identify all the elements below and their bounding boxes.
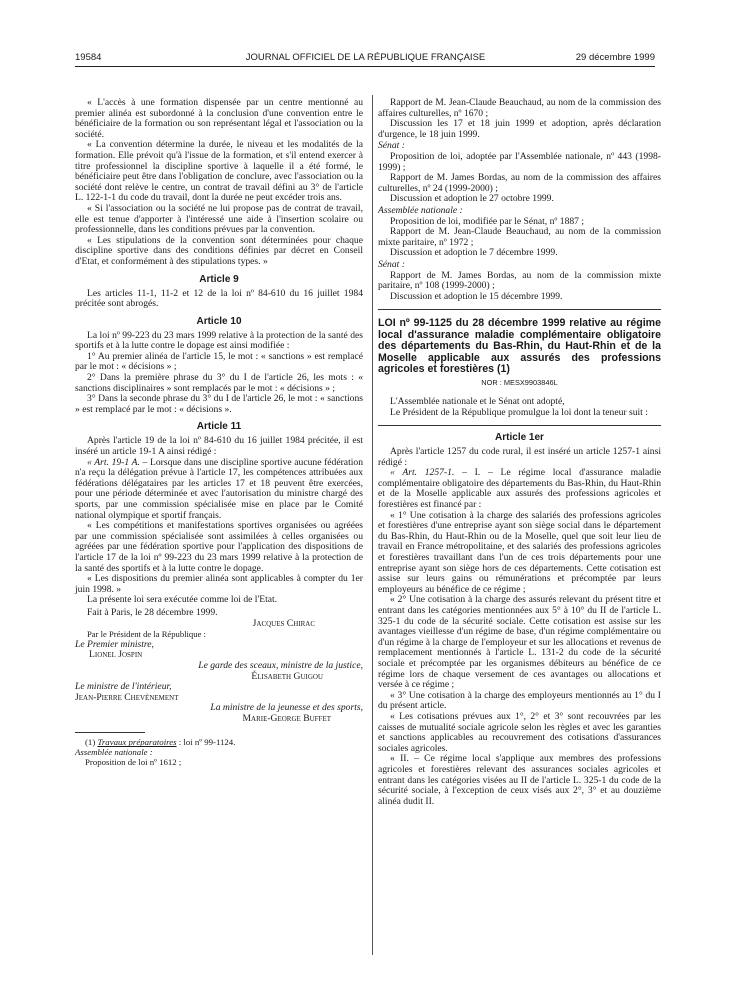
issue-date: 29 décembre 1999	[575, 52, 655, 63]
right-column	[378, 98, 661, 807]
paragraph-text: – Lorsque dans une discipline sportive aucune fédération n'a reçu la délégation prévue à l'article 17, les compétences attribuées aux fédérations délégataires par les articles 17 et 18 peuvent être exercées, pour une période déterminée et avec l'autorisation du ministre chargé des sports, par une commission spécialisée mise en place par le Comité national olympique et sportif français.	[75, 456, 363, 521]
signatory-intro: Par le Président de la République :	[87, 629, 206, 640]
paragraph	[75, 458, 363, 522]
paragraph: Le Président de la République promulgue la loi dont la teneur suit :	[390, 406, 648, 418]
paragraph: L'Assemblée nationale et le Sénat ont adopté,	[390, 395, 565, 407]
footnote-item: Rapport de M. James Bordas, au nom de la commission mixte paritaire, nº 108 (1999-2000) ;	[378, 269, 661, 292]
paragraph: « Les compétitions et manifestations sportives organisées ou agréées par une commission spécialisée sont assimilées à celles organisées ou agréées par une fédération sportive pour l'application des dispositions de l'article 17 de la loi nº 99-223 du 23 mars 1999 relative à la protection de la santé des sportifs et à la lutte contre le dopage.	[75, 520, 363, 574]
chamber-label: Assemblée nationale :	[378, 204, 463, 216]
law-title: LOI nº 99-1125 du 28 décembre 1999 relative au régime local d'assurance maladie complémentaire obligatoire des départements du Bas-Rhin, du Haut-Rhin et de la Moselle applicable aux assurés des professions agricoles et forestières (1)	[378, 317, 661, 375]
paragraph: « II. – Ce régime local s'applique aux membres des professions agricoles et forestières relevant des assurances sociales agricoles et entrant dans les catégories visées au II de l'article L. 325-1 du code de la sécurité sociale, à l'exception de ceux visés aux 2°, 3° et au douzième alinéa dudit II.	[378, 753, 661, 807]
signatory-title	[75, 661, 363, 672]
left-column	[75, 98, 363, 767]
article-heading: Article 10	[196, 315, 242, 327]
footnote-item: Rapport de M. Jean-Claude Beauchaud, au nom de la commission des affaires culturelles, nº 1670 ;	[378, 97, 661, 119]
article-heading: Article 9	[199, 273, 239, 285]
footnote-rule	[75, 732, 145, 733]
list-item: 3° Dans la seconde phrase du 3° du I de l'article 26, le mot : « sanctions » est remplacé par le mot : « décisions ».	[75, 393, 363, 415]
paragraph: Après l'article 1257 du code rural, il est inséré un article 1257-1 ainsi rédigé :	[378, 446, 661, 468]
signatory-name: Marie-George Buffet	[242, 712, 331, 724]
section-rule	[378, 309, 661, 310]
column-divider	[372, 95, 373, 955]
footnote-number: (1)	[85, 737, 96, 748]
paragraph: La loi nº 99-223 du 23 mars 1999 relative à la protection de la santé des sportifs et à la lutte contre le dopage est ainsi modifiée :	[75, 329, 363, 352]
list-item: 2° Dans la première phrase du 3° du I de l'article 26, les mots : « sanctions disciplinaires » sont remplacés par le mot : « décisions » ;	[75, 372, 363, 394]
paragraph: « Les dispositions du premier alinéa sont applicables à compter du 1er juin 1998. »	[75, 573, 363, 595]
paragraph: « 1° Une cotisation à la charge des salariés des professions agricoles et forestières d'une entreprise ayant son siège social dans le département du Bas-Rhin, du Haut-Rhin ou de la Moselle, quel que soit leur lieu de travail en France métropolitaine, et des salariés des professions agricoles et forestières travaillant dans l'un de ces trois départements pour une entreprise ayant son siège hors de ces départements. Cette cotisation est assise sur leurs gains ou rémunérations et précomptée par leurs employeurs au bénéfice de ce régime ;	[378, 509, 661, 595]
footnote-label: Travaux préparatoires	[97, 737, 177, 748]
chamber-label: Sénat :	[378, 140, 405, 152]
pm-title: Le Premier ministre,	[75, 638, 154, 650]
journal-title: JOURNAL OFFICIEL DE LA RÉPUBLIQUE FRANÇAISE	[245, 52, 486, 63]
paragraph: « Les cotisations prévues aux 1°, 2° et 3° sont recouvrées par les caisses de mutualité sociale agricole selon les règles et avec les garanties et sanctions applicables au recouvrement des cotisations d'assurances sociales agricoles.	[378, 710, 661, 754]
chamber-label: Sénat :	[378, 258, 405, 270]
paragraph: « Si l'association ou la société ne lui propose pas de contrat de travail, elle est tenue d'apporter à l'intéressé une aide à l'insertion scolaire ou professionnelle, dans les conditions prévues par la convention.	[75, 202, 363, 236]
paragraph: « Les stipulations de la convention sont déterminées pour chaque discipline sportive dans des conditions définies par décret en Conseil d'Etat, et conformément à des stipulations types. »	[75, 234, 363, 267]
sports-title: La ministre de la jeunesse et des sports,	[210, 702, 363, 714]
interior-title: Le ministre de l'intérieur,	[75, 681, 172, 693]
paragraph: « 2° Une cotisation à la charge des assurés relevant du présent titre et entrant dans les catégories mentionnées aux 5° à 10° du II de l'article L. 325-1 du code de la sécurité sociale. Cette cotisation est assise sur les avantages vieillesse d'un régime de base, d'un régime complémentaire ou d'un régime à la charge de l'employeur et sur les allocations et revenus de remplacement mentionnés à l'article L. 131-2 du code de la sécurité sociale et précomptée par les organismes débiteurs au bénéfice de ce régime lors de chaque versement de ces avantages ou allocations et versée à ce régime ;	[378, 594, 661, 691]
footnote-item: Discussion et adoption le 15 décembre 1999.	[390, 290, 563, 302]
footnote-item: Rapport de M. Jean-Claude Beauchaud, au nom de la commission mixte paritaire, nº 1972 ;	[378, 226, 661, 248]
footnote-chamber	[75, 747, 363, 757]
chamber-label: Assemblée nationale :	[75, 747, 153, 758]
page-number: 19584	[75, 52, 102, 63]
article-heading: Article 11	[196, 421, 242, 433]
signatory-name: Lionel Jospin	[89, 649, 143, 661]
nor-reference: NOR : MESX9903846L	[481, 378, 558, 388]
section-rule	[378, 425, 661, 426]
footnote-text: : loi nº 99-1124.	[176, 737, 236, 748]
signatory-name: Élisabeth Guigou	[251, 670, 323, 682]
signatory-president: Jacques Chirac	[252, 617, 315, 629]
paragraph: Les articles 11-1, 11-2 et 12 de la loi nº 84-610 du 16 juillet 1984 précitée sont abrogés.	[75, 287, 363, 310]
paragraph: « 3° Une cotisation à la charge des employeurs mentionnés au 1° du I du présent article.	[378, 689, 661, 712]
footnote-item: Discussion et adoption le 7 décembre 1999.	[390, 247, 558, 259]
paragraph: Après l'article 19 de la loi nº 84-610 du 16 juillet 1984 précitée, il est inséré un article 19-1 A ainsi rédigé :	[75, 435, 363, 458]
signature-date: Fait à Paris, le 28 décembre 1999.	[87, 606, 218, 618]
paragraph	[378, 468, 661, 510]
article-reference: « Art. 1257-1.	[390, 467, 455, 479]
header-rule	[75, 66, 655, 67]
paragraph: « L'accès à une formation dispensée par un centre mentionné au premier alinéa est subordonné à la conclusion d'une convention entre le bénéficiaire de la formation ou son représentant légal et l'association ou la société.	[75, 97, 363, 140]
footnote-item: Proposition de loi, modifiée par le Sénat, nº 1887 ;	[390, 215, 585, 227]
footnote-item: Discussion les 17 et 18 juin 1999 et adoption, après déclaration d'urgence, le 18 juin 1999.	[378, 118, 661, 140]
paragraph: « La convention détermine la durée, le niveau et les modalités de la formation. Elle prévoit qu'à l'issue de la formation, et s'il entend exercer à titre professionnel la discipline sportive à laquelle il a été formé, le bénéficiaire peut être dans l'obligation de conclure, avec l'association ou la société dont relève le centre, un contrat de travail défini au 3° de l'article L. 122-1-1 du code du travail, dont la durée ne peut excéder trois ans.	[75, 139, 363, 204]
article-reference: « Art. 19-1 A.	[87, 456, 140, 468]
justice-title: Le garde des sceaux, ministre de la justice,	[198, 659, 363, 671]
footnote-item: Proposition de loi nº 1612 ;	[85, 757, 182, 768]
list-item: 1° Au premier alinéa de l'article 15, le mot : « sanctions » est remplacé par le mot : « décisions » ;	[75, 350, 363, 373]
footnote-item: Proposition de loi, adoptée par l'Assemblée nationale, nº 443 (1998-1999) ;	[378, 150, 661, 173]
paragraph-text: – I. – Le régime local d'assurance maladie complémentaire obligatoire des départements du Bas-Rhin, du Haut-Rhin et de la Moselle applicable aux assurés des professions agricoles et forestières est financé par :	[378, 467, 662, 511]
paragraph: La présente loi sera exécutée comme loi de l'Etat.	[87, 594, 278, 606]
footnote-item: Discussion et adoption le 27 octobre 1999.	[390, 193, 554, 205]
footnote-item: Rapport de M. James Bordas, au nom de la commission des affaires culturelles, nº 24 (1999-2000) ;	[378, 172, 661, 194]
article-heading: Article 1er	[495, 432, 544, 444]
footnote	[75, 737, 363, 747]
signatory-name: Jean-Pierre Chevènement	[75, 691, 179, 703]
